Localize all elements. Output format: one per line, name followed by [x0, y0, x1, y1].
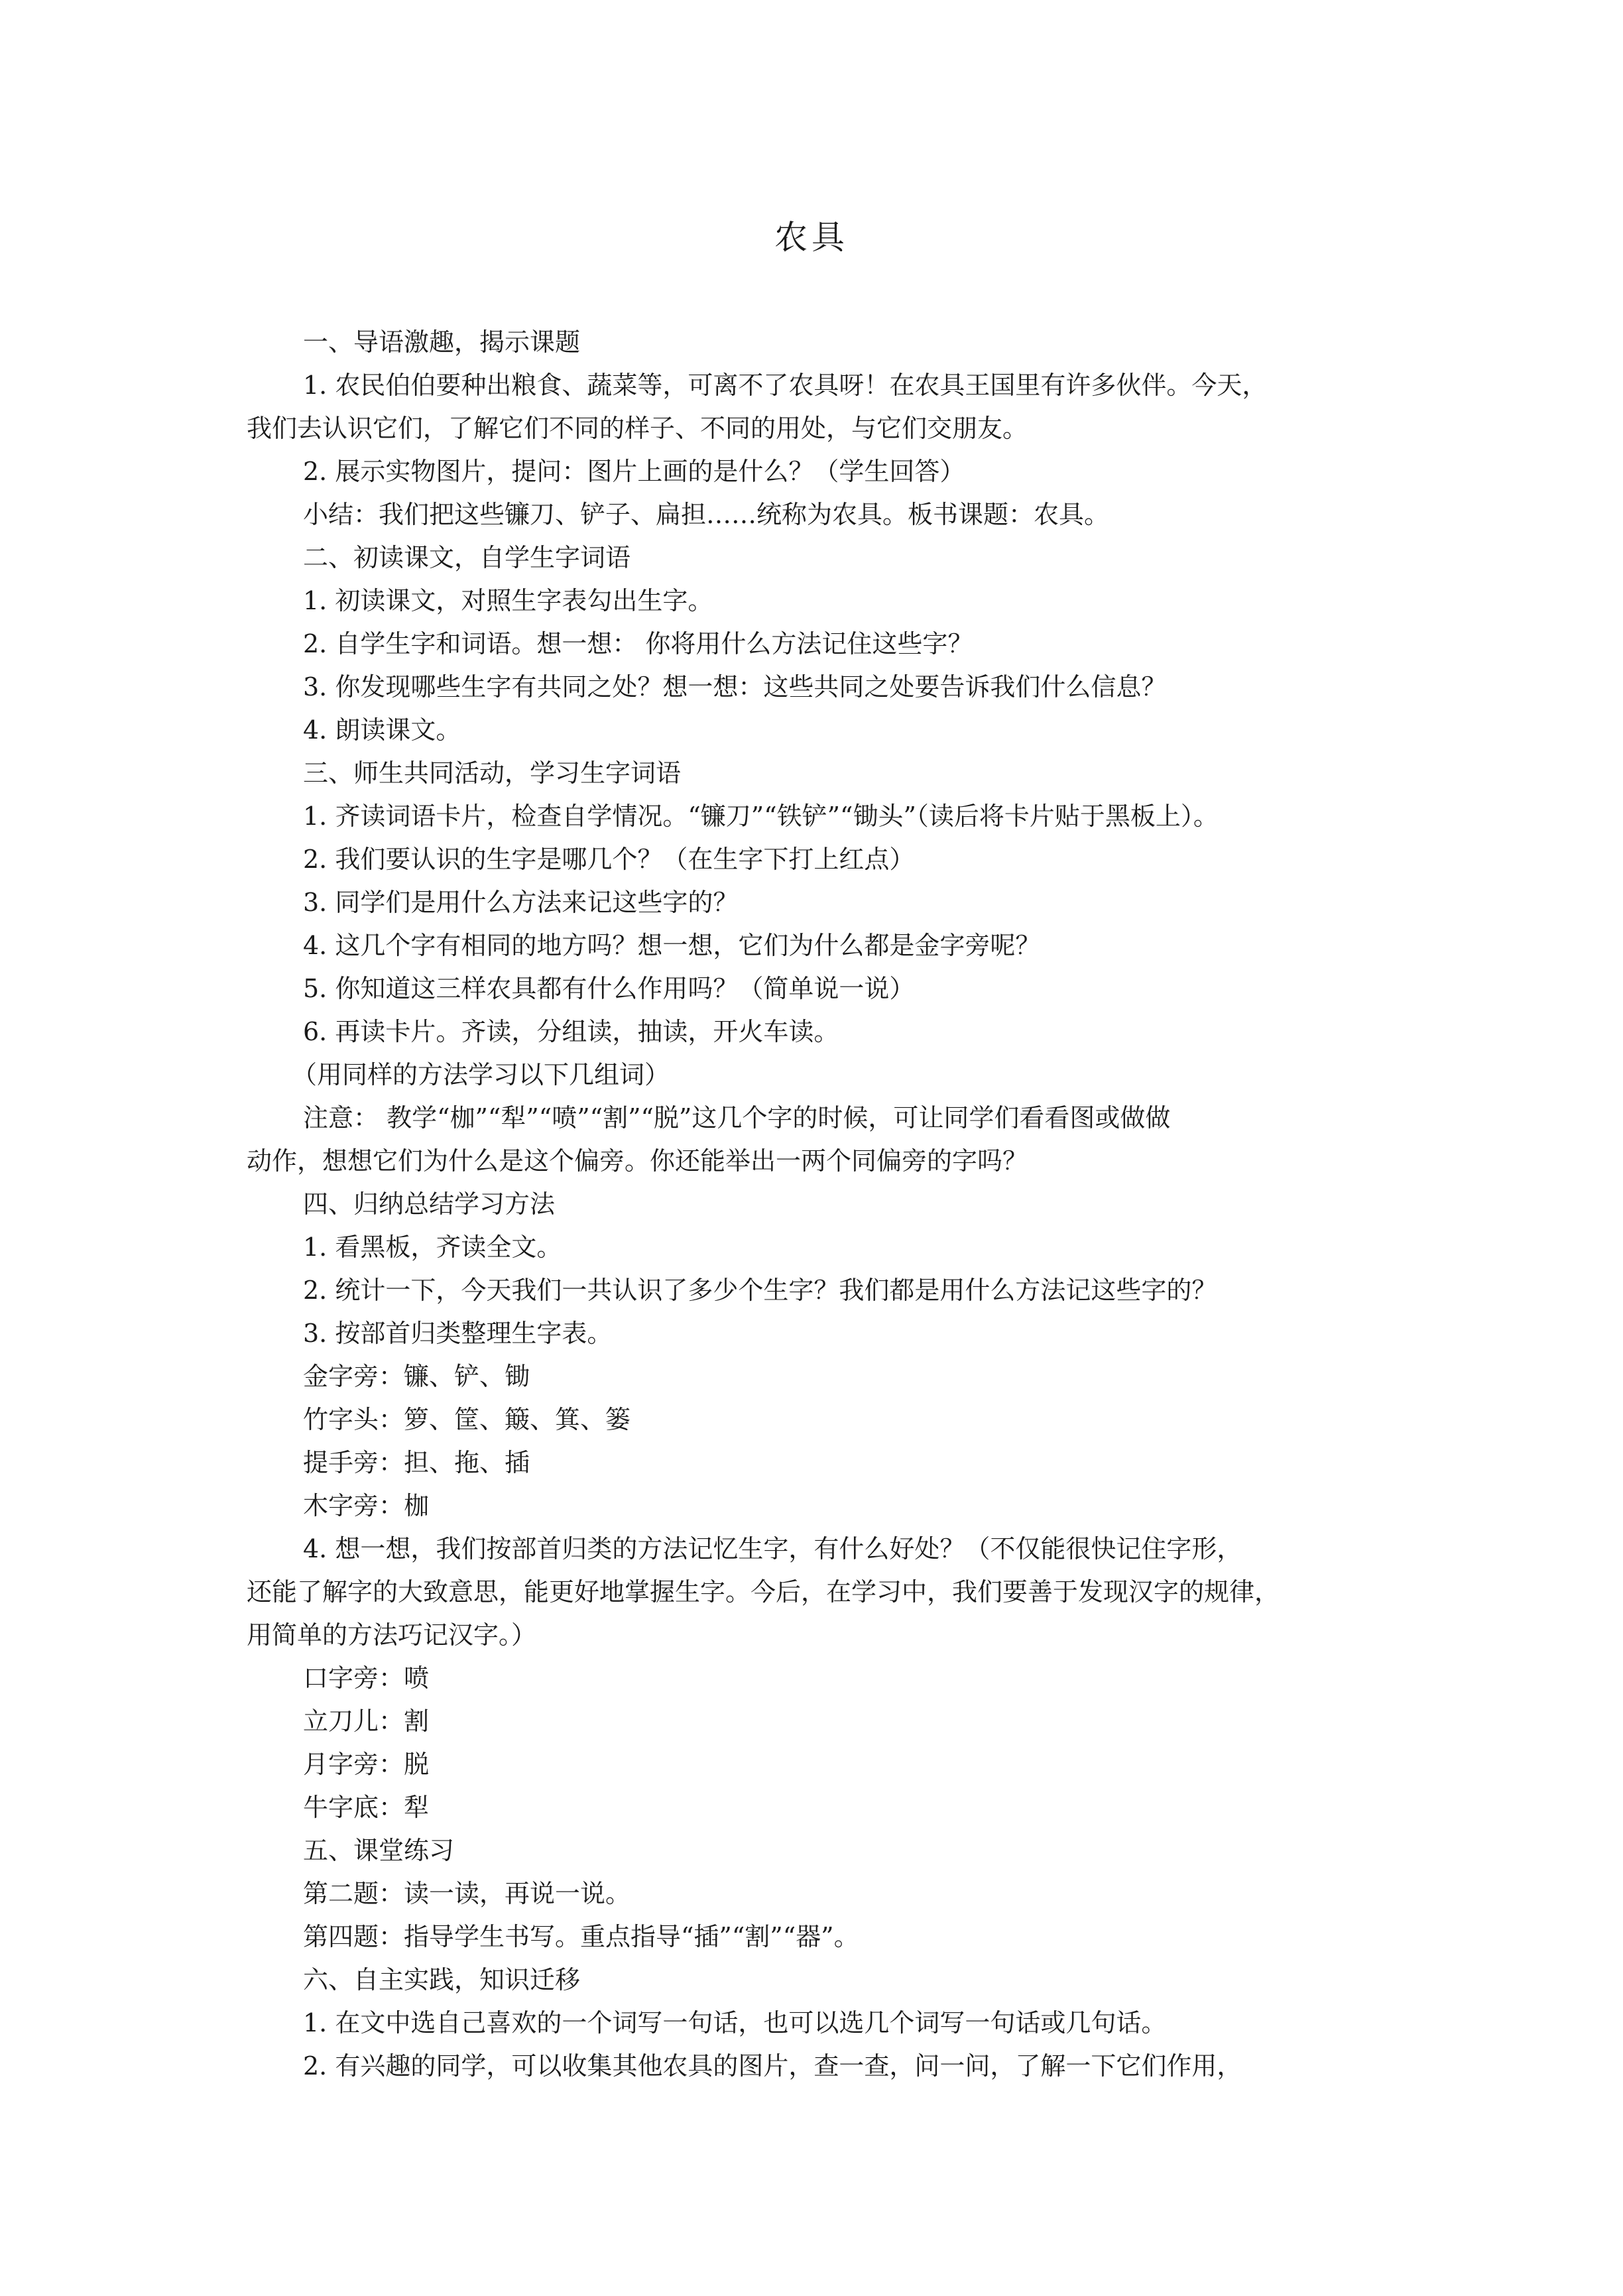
text-line: 立刀儿：割 [303, 1707, 430, 1736]
text-line: 5. 你知道这三样农具都有什么作用吗？（简单说一说） [303, 974, 915, 1003]
text-line: 第二题：读一读，再说一说。 [303, 1879, 631, 1908]
text-line: 2. 有兴趣的同学，可以收集其他农具的图片，查一查，问一问，了解一下它们作用， [303, 2051, 1242, 2081]
text-line: 1. 齐读词语卡片，检查自学情况。“镰刀”“铁铲”“锄头”（读后将卡片贴于黑板上）。 [303, 802, 1219, 831]
text-line: 提手旁：担、拖、插 [303, 1448, 530, 1477]
text-line: 口字旁：喷 [303, 1663, 430, 1693]
text-line: 金字旁：镰、铲、锄 [303, 1362, 530, 1391]
text-line: 1. 在文中选自己喜欢的一个词写一句话，也可以选几个词写一句话或几句话。 [303, 2008, 1167, 2037]
text-line: 五、课堂练习 [303, 1836, 455, 1865]
page-title: 农具 [774, 218, 849, 257]
text-line: （用同样的方法学习以下几组词） [292, 1060, 670, 1089]
text-line: 用简单的方法巧记汉字。） [247, 1620, 537, 1650]
text-line: 动作，想想它们为什么是这个偏旁。你还能举出一两个同偏旁的字吗？ [247, 1146, 1028, 1176]
text-line: 2. 自学生字和词语。想一想： 你将用什么方法记住这些字？ [303, 629, 973, 658]
text-line: 三、师生共同活动，学习生字词语 [303, 758, 682, 788]
text-line: 6. 再读卡片。齐读，分组读，抽读，开火车读。 [303, 1017, 839, 1046]
text-line: 还能了解字的大致意思，能更好地掌握生字。今后，在学习中，我们要善于发现汉字的规律， [247, 1577, 1280, 1606]
text-line: 注意： 教学“枷”“犁”“喷”“割”“脱”这几个字的时候，可让同学们看看图或做做 [303, 1103, 1171, 1132]
text-line: 2. 展示实物图片，提问：图片上画的是什么？（学生回答） [303, 457, 965, 486]
text-line: 1. 初读课文，对照生字表勾出生字。 [303, 586, 713, 615]
text-line: 1. 农民伯伯要种出粮食、蔬菜等，可离不了农具呀！在农具王国里有许多伙伴。今天， [303, 371, 1268, 400]
text-line: 3. 按部首归类整理生字表。 [303, 1319, 613, 1348]
text-line: 一、导语激趣，揭示课题 [303, 328, 581, 357]
text-line: 3. 同学们是用什么方法来记这些字的？ [303, 888, 739, 917]
text-line: 2. 我们要认识的生字是哪几个？（在生字下打上红点） [303, 845, 915, 874]
document-body [247, 321, 1406, 2088]
text-line: 我们去认识它们，了解它们不同的样子、不同的用处，与它们交朋友。 [247, 414, 1028, 443]
text-line: 4. 朗读课文。 [303, 715, 461, 745]
text-line: 二、初读课文，自学生字词语 [303, 543, 631, 572]
text-line: 竹字头：箩、筐、簸、箕、篓 [303, 1405, 631, 1434]
text-line: 小结：我们把这些镰刀、铲子、扁担……统称为农具。板书课题：农具。 [303, 500, 1110, 529]
text-line: 牛字底：犁 [303, 1793, 430, 1822]
text-line: 六、自主实践，知识迁移 [303, 1965, 581, 1994]
text-line: 2. 统计一下，今天我们一共认识了多少个生字？我们都是用什么方法记这些字的？ [303, 1276, 1217, 1305]
text-line: 1. 看黑板，齐读全文。 [303, 1233, 562, 1262]
text-line: 木字旁：枷 [303, 1491, 430, 1520]
text-line: 四、归纳总结学习方法 [303, 1189, 556, 1219]
text-line: 4. 想一想，我们按部首归类的方法记忆生字，有什么好处？（不仅能很快记住字形， [303, 1534, 1242, 1563]
text-line: 月字旁：脱 [303, 1750, 430, 1779]
text-line: 3. 你发现哪些生字有共同之处？想一想：这些共同之处要告诉我们什么信息？ [303, 672, 1167, 701]
text-line: 第四题：指导学生书写。重点指导“插”“割”“器”。 [303, 1922, 859, 1951]
text-line: 4. 这几个字有相同的地方吗？想一想，它们为什么都是金字旁呢？ [303, 931, 1041, 960]
